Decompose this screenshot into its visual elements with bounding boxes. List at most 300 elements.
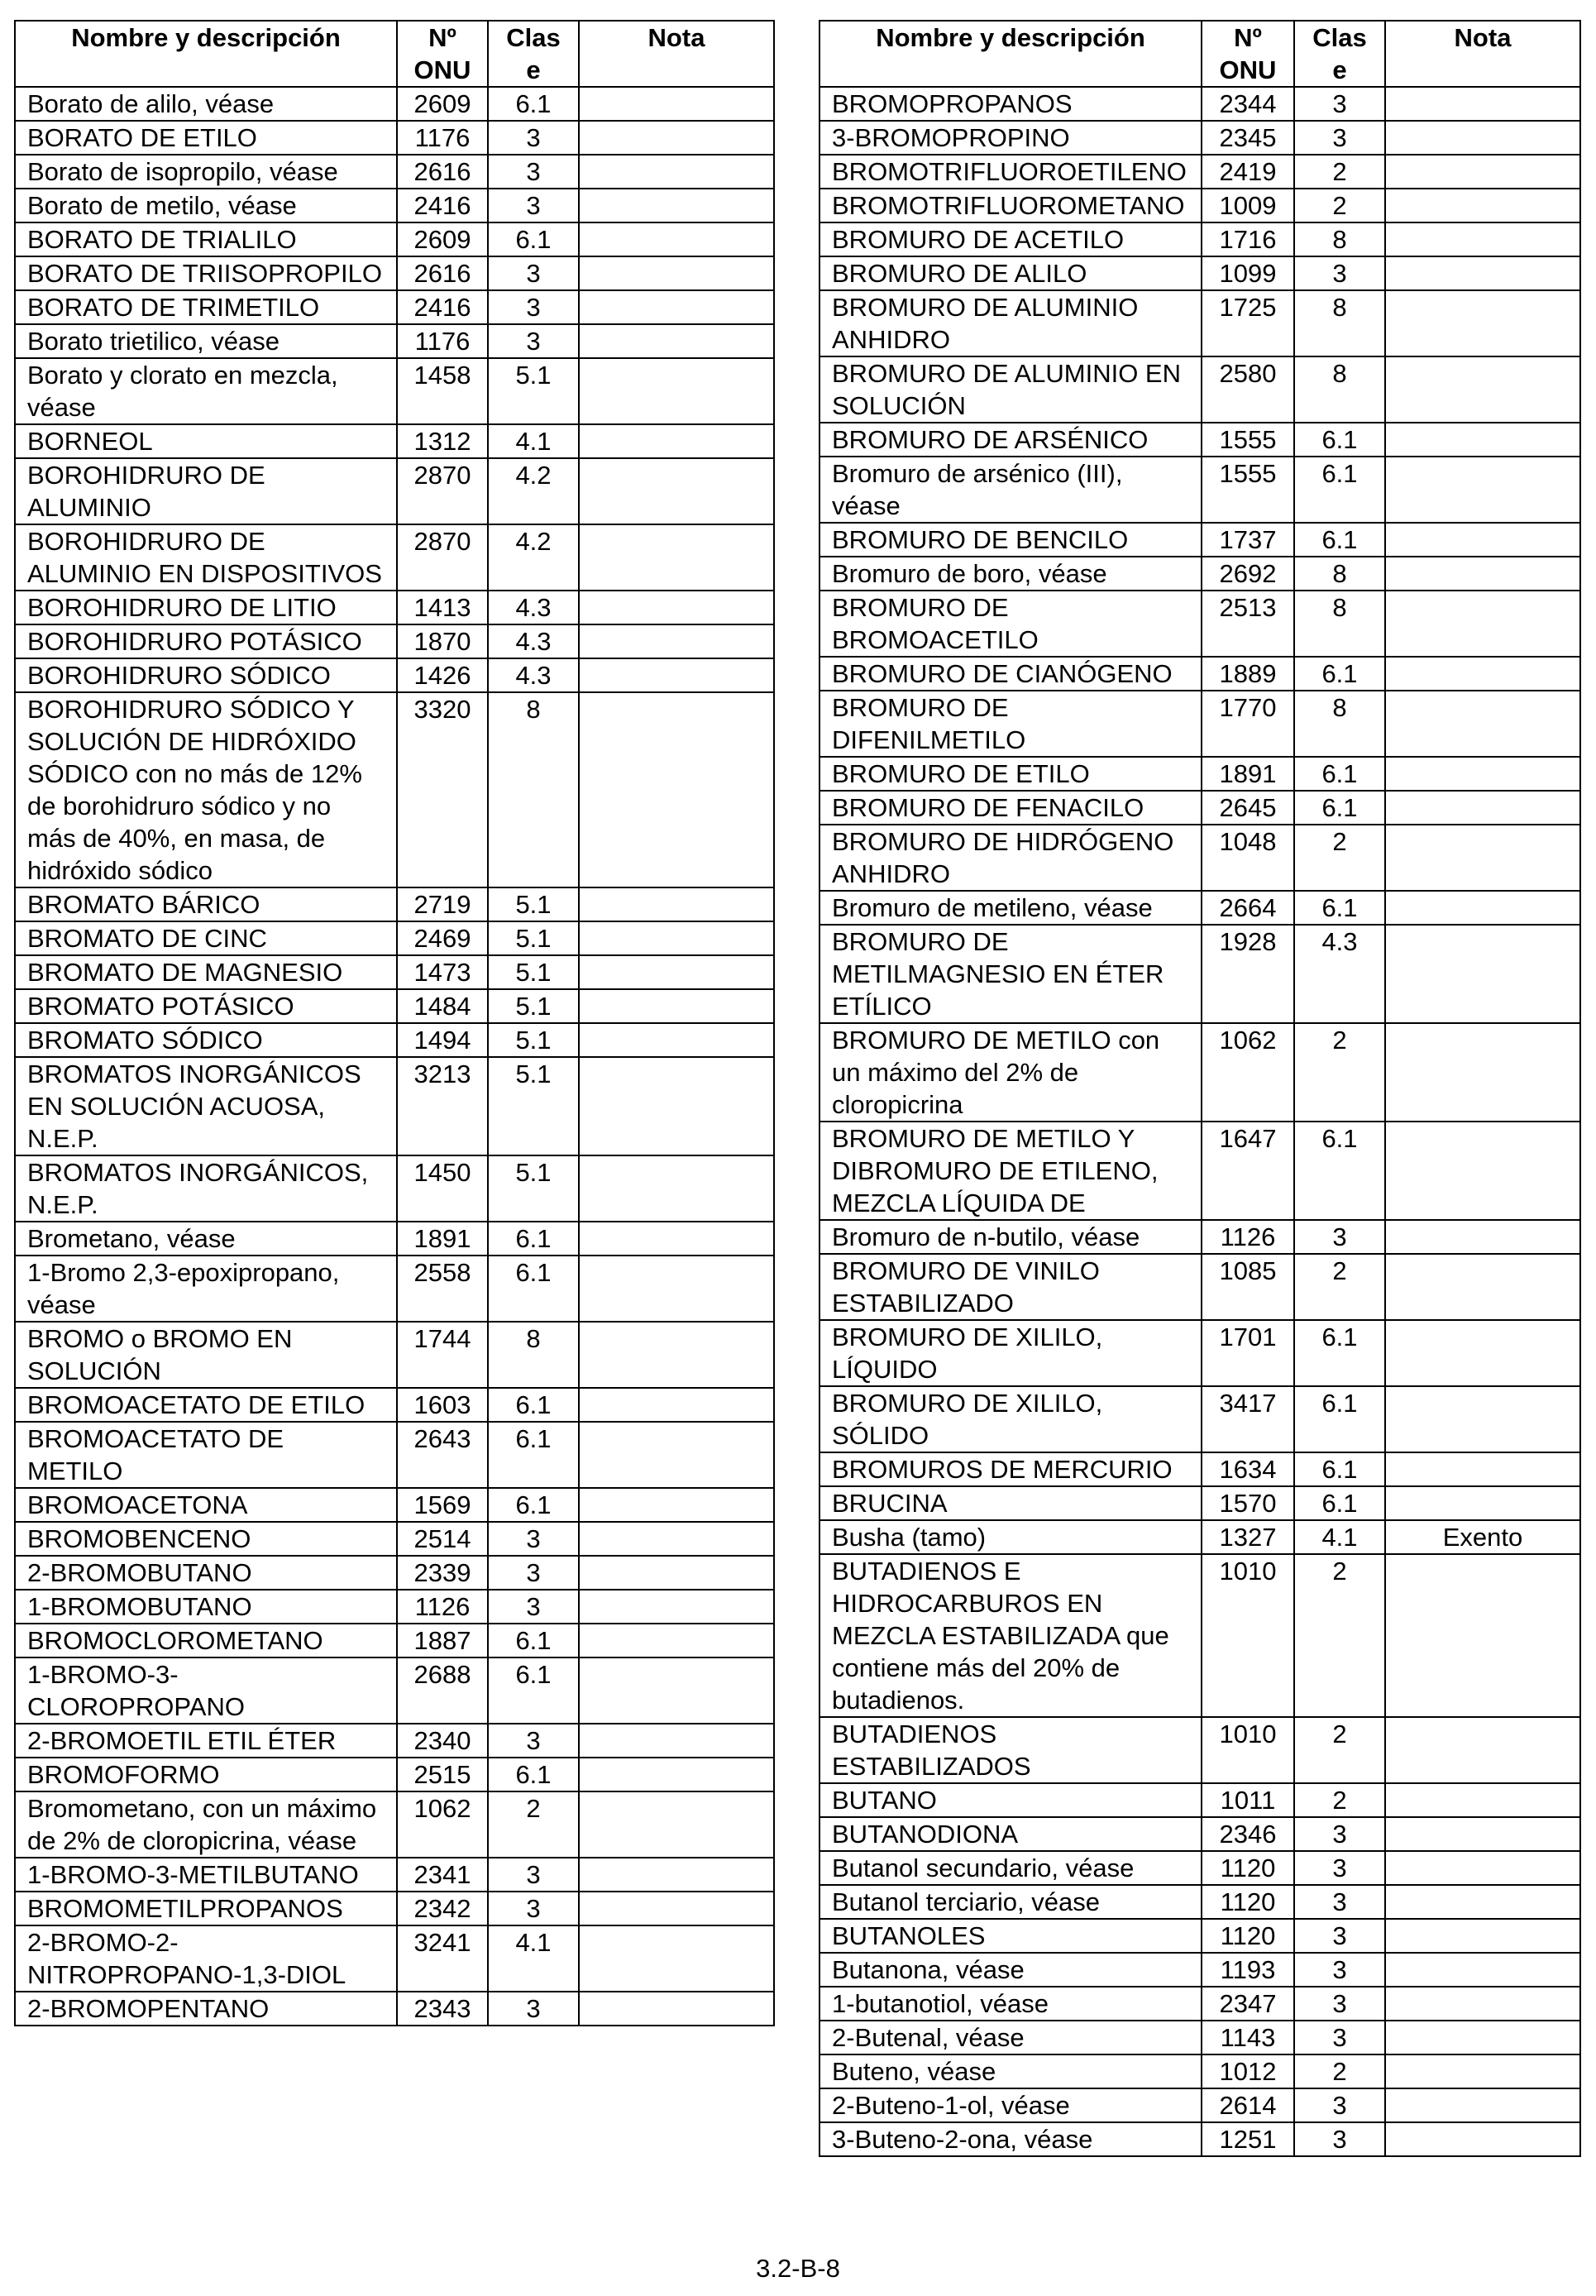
table-row: [820, 2054, 1580, 2088]
cell-name: BROMURO DE VINILO ESTABILIZADO: [820, 1254, 1202, 1320]
cell-name: Brometano, véase: [15, 1222, 397, 1256]
table-row: [820, 891, 1580, 925]
cell-onu: 2609: [397, 87, 488, 121]
cell-nota: [1385, 1554, 1580, 1717]
table-row: [15, 324, 774, 358]
table-row: [820, 691, 1580, 757]
cell-nota: [1385, 1851, 1580, 1885]
cell-clase: 4.3: [488, 658, 579, 692]
cell-name: BROMATO DE MAGNESIO: [15, 955, 397, 989]
cell-name: BROMOACETATO DE METILO: [15, 1422, 397, 1488]
cell-clase: 6.1: [1294, 757, 1385, 791]
cell-name: Borato de alilo, véase: [15, 87, 397, 121]
cell-clase: 5.1: [488, 1057, 579, 1155]
table-row: [820, 1885, 1580, 1919]
cell-onu: 2870: [397, 524, 488, 591]
table-row: [820, 457, 1580, 523]
cell-onu: 1120: [1202, 1919, 1294, 1953]
cell-onu: 2645: [1202, 791, 1294, 825]
cell-name: 1-BROMO-3-METILBUTANO: [15, 1858, 397, 1892]
cell-name: BROMOTRIFLUOROETILENO: [820, 155, 1202, 189]
cell-name: BROMO o BROMO EN SOLUCIÓN: [15, 1322, 397, 1388]
table-row: [15, 1624, 774, 1657]
cell-onu: 2616: [397, 256, 488, 290]
cell-nota: [1385, 1386, 1580, 1452]
cell-nota: [1385, 591, 1580, 657]
cell-name: BUTADIENOS E HIDROCARBUROS EN MEZCLA ESTABILIZADA que contiene más del 20% de butadienos.: [820, 1554, 1202, 1717]
table-row: [15, 1023, 774, 1057]
cell-name: 2-BROMOBUTANO: [15, 1556, 397, 1590]
cell-name: BROMURO DE ETILO: [820, 757, 1202, 791]
cell-nota: [579, 121, 774, 155]
cell-name: BROMATO SÓDICO: [15, 1023, 397, 1057]
cell-onu: 1570: [1202, 1486, 1294, 1520]
cell-onu: 2692: [1202, 557, 1294, 591]
cell-clase: 2: [488, 1791, 579, 1858]
cell-name: 2-BROMOPENTANO: [15, 1992, 397, 2026]
cell-onu: 1120: [1202, 1885, 1294, 1919]
table-row: [820, 1122, 1580, 1220]
table-row: [820, 2122, 1580, 2156]
cell-clase: 8: [1294, 222, 1385, 256]
table-row: [820, 757, 1580, 791]
cell-clase: 3: [488, 1590, 579, 1624]
cell-onu: 1062: [397, 1791, 488, 1858]
cell-name: BROMATO POTÁSICO: [15, 989, 397, 1023]
cell-clase: 6.1: [488, 222, 579, 256]
cell-onu: 2643: [397, 1422, 488, 1488]
cell-nota: [1385, 222, 1580, 256]
table-row: [820, 1717, 1580, 1783]
cell-clase: 6.1: [1294, 1320, 1385, 1386]
cell-name: BROMATOS INORGÁNICOS EN SOLUCIÓN ACUOSA, N.E.P.: [15, 1057, 397, 1155]
cell-onu: 1484: [397, 989, 488, 1023]
cell-nota: [1385, 121, 1580, 155]
cell-clase: 8: [1294, 290, 1385, 356]
cell-clase: 3: [488, 290, 579, 324]
cell-name: 1-BROMO-3-CLOROPROPANO: [15, 1657, 397, 1724]
table-row: [15, 1590, 774, 1624]
cell-name: BROMURO DE ALILO: [820, 256, 1202, 290]
cell-name: BORATO DE TRIISOPROPILO: [15, 256, 397, 290]
table-row: [15, 989, 774, 1023]
cell-name: BOROHIDRURO DE ALUMINIO: [15, 458, 397, 524]
cell-clase: 3: [1294, 1987, 1385, 2021]
cell-clase: 6.1: [488, 87, 579, 121]
table-row: [15, 1522, 774, 1556]
right-table-body: [820, 87, 1580, 2156]
cell-clase: 3: [1294, 2088, 1385, 2122]
cell-nota: [1385, 256, 1580, 290]
cell-name: BROMOACETATO DE ETILO: [15, 1388, 397, 1422]
cell-nota: [579, 1724, 774, 1758]
table-row: [15, 624, 774, 658]
header-row: [820, 21, 1580, 87]
header-clase: Clase: [1294, 21, 1385, 87]
left-dangerous-goods-table: [14, 20, 775, 2026]
cell-onu: 2614: [1202, 2088, 1294, 2122]
cell-onu: 2340: [397, 1724, 488, 1758]
table-row: [15, 955, 774, 989]
table-row: [15, 121, 774, 155]
cell-clase: 2: [1294, 1254, 1385, 1320]
cell-name: 3-Buteno-2-ona, véase: [820, 2122, 1202, 2156]
cell-name: BROMURO DE XILILO, SÓLIDO: [820, 1386, 1202, 1452]
table-row: [15, 1422, 774, 1488]
cell-nota: [579, 591, 774, 624]
cell-clase: 6.1: [488, 1488, 579, 1522]
cell-nota: [1385, 1919, 1580, 1953]
cell-onu: 3241: [397, 1925, 488, 1992]
cell-clase: 8: [1294, 591, 1385, 657]
table-row: [820, 155, 1580, 189]
cell-name: BROMUROS DE MERCURIO: [820, 1452, 1202, 1486]
cell-nota: [579, 358, 774, 424]
cell-onu: 1099: [1202, 256, 1294, 290]
table-row: [820, 557, 1580, 591]
table-row: [15, 1858, 774, 1892]
cell-onu: 1701: [1202, 1320, 1294, 1386]
cell-onu: 1770: [1202, 691, 1294, 757]
cell-onu: 1887: [397, 1624, 488, 1657]
cell-onu: 3417: [1202, 1386, 1294, 1452]
cell-nota: [579, 1388, 774, 1422]
cell-nota: [579, 921, 774, 955]
cell-clase: 3: [488, 1522, 579, 1556]
cell-nota: [579, 624, 774, 658]
table-row: [820, 925, 1580, 1023]
cell-nota: [1385, 1320, 1580, 1386]
cell-name: BOROHIDRURO POTÁSICO: [15, 624, 397, 658]
cell-clase: 2: [1294, 825, 1385, 891]
cell-clase: 8: [488, 1322, 579, 1388]
cell-onu: 1126: [1202, 1220, 1294, 1254]
cell-onu: 2419: [1202, 155, 1294, 189]
cell-name: Busha (tamo): [820, 1520, 1202, 1554]
cell-nota: [579, 1858, 774, 1892]
cell-name: 1-butanotiol, véase: [820, 1987, 1202, 2021]
cell-onu: 1928: [1202, 925, 1294, 1023]
cell-clase: 3: [1294, 1817, 1385, 1851]
table-row: [820, 1953, 1580, 1987]
cell-clase: 5.1: [488, 358, 579, 424]
cell-onu: 2616: [397, 155, 488, 189]
cell-clase: 4.3: [1294, 925, 1385, 1023]
table-row: [15, 1388, 774, 1422]
cell-onu: 1143: [1202, 2021, 1294, 2054]
cell-nota: [579, 955, 774, 989]
cell-nota: [579, 1925, 774, 1992]
cell-clase: 3: [1294, 2122, 1385, 2156]
cell-onu: 1312: [397, 424, 488, 458]
cell-nota: [579, 1657, 774, 1724]
cell-clase: 4.1: [1294, 1520, 1385, 1554]
table-row: [15, 1155, 774, 1222]
cell-clase: 8: [1294, 691, 1385, 757]
cell-name: 3-BROMOPROPINO: [820, 121, 1202, 155]
cell-onu: 2558: [397, 1256, 488, 1322]
cell-onu: 1085: [1202, 1254, 1294, 1320]
cell-clase: 6.1: [1294, 1452, 1385, 1486]
cell-nota: [579, 1590, 774, 1624]
table-row: [820, 825, 1580, 891]
cell-clase: 4.1: [488, 1925, 579, 1992]
cell-onu: 2347: [1202, 1987, 1294, 2021]
cell-name: Borato de isopropilo, véase: [15, 155, 397, 189]
cell-nota: [1385, 1486, 1580, 1520]
cell-onu: 2870: [397, 458, 488, 524]
cell-onu: 1011: [1202, 1783, 1294, 1817]
cell-clase: 4.2: [488, 524, 579, 591]
cell-clase: 6.1: [488, 1758, 579, 1791]
table-row: [15, 1892, 774, 1925]
cell-onu: 2609: [397, 222, 488, 256]
cell-nota: [1385, 523, 1580, 557]
cell-clase: 2: [1294, 2054, 1385, 2088]
table-row: [15, 1992, 774, 2026]
table-row: [820, 1851, 1580, 1885]
table-row: [15, 887, 774, 921]
cell-clase: 3: [1294, 1851, 1385, 1885]
cell-name: BUTANODIONA: [820, 1817, 1202, 1851]
header-nota: Nota: [1385, 21, 1580, 87]
cell-onu: 1126: [397, 1590, 488, 1624]
cell-onu: 1010: [1202, 1554, 1294, 1717]
table-row: [820, 591, 1580, 657]
cell-nota: [1385, 2122, 1580, 2156]
table-row: [15, 1791, 774, 1858]
page-number: 3.2-B-8: [756, 2254, 840, 2283]
cell-name: BROMURO DE CIANÓGENO: [820, 657, 1202, 691]
cell-clase: 6.1: [1294, 1386, 1385, 1452]
cell-nota: [579, 1488, 774, 1522]
cell-clase: 3: [1294, 121, 1385, 155]
cell-clase: 8: [1294, 557, 1385, 591]
cell-clase: 3: [1294, 256, 1385, 290]
cell-name: Borato y clorato en mezcla, véase: [15, 358, 397, 424]
cell-onu: 1426: [397, 658, 488, 692]
cell-clase: 2: [1294, 1023, 1385, 1122]
cell-onu: 2469: [397, 921, 488, 955]
cell-name: BOROHIDRURO SÓDICO: [15, 658, 397, 692]
cell-clase: 6.1: [1294, 523, 1385, 557]
cell-name: 1-BROMOBUTANO: [15, 1590, 397, 1624]
cell-nota: [1385, 1254, 1580, 1320]
cell-clase: 6.1: [1294, 1122, 1385, 1220]
cell-nota: [1385, 825, 1580, 891]
cell-clase: 3: [488, 1892, 579, 1925]
table-row: [820, 1254, 1580, 1320]
cell-name: BORNEOL: [15, 424, 397, 458]
cell-nota: [579, 1023, 774, 1057]
cell-onu: 2342: [397, 1892, 488, 1925]
header-onu: Nº ONU: [1202, 21, 1294, 87]
cell-clase: 5.1: [488, 921, 579, 955]
cell-nota: [1385, 2021, 1580, 2054]
table-row: [820, 256, 1580, 290]
cell-onu: 1634: [1202, 1452, 1294, 1486]
cell-clase: 2: [1294, 1717, 1385, 1783]
cell-name: BROMURO DE METILO Y DIBROMURO DE ETILENO, MEZCLA LÍQUIDA DE: [820, 1122, 1202, 1220]
cell-clase: 3: [1294, 1953, 1385, 1987]
header-name: Nombre y descripción: [820, 21, 1202, 87]
cell-onu: 2513: [1202, 591, 1294, 657]
cell-clase: 5.1: [488, 887, 579, 921]
cell-nota: [579, 989, 774, 1023]
table-row: [15, 222, 774, 256]
cell-name: BOROHIDRURO SÓDICO Y SOLUCIÓN DE HIDRÓXIDO SÓDICO con no más de 12% de borohidruro sódico y no más de 40%, en masa, de hidróxido sódico: [15, 692, 397, 887]
cell-nota: [1385, 1953, 1580, 1987]
table-row: [820, 2021, 1580, 2054]
cell-clase: 3: [488, 1724, 579, 1758]
table-row: [820, 356, 1580, 423]
cell-onu: 1120: [1202, 1851, 1294, 1885]
cell-name: BROMOCLOROMETANO: [15, 1624, 397, 1657]
cell-name: 2-BROMO-2-NITROPROPANO-1,3-DIOL: [15, 1925, 397, 1992]
cell-name: 2-Buteno-1-ol, véase: [820, 2088, 1202, 2122]
table-row: [820, 189, 1580, 222]
table-row: [15, 1488, 774, 1522]
table-row: [820, 1386, 1580, 1452]
cell-onu: 1048: [1202, 825, 1294, 891]
table-row: [15, 591, 774, 624]
cell-name: BROMOFORMO: [15, 1758, 397, 1791]
cell-name: Butanona, véase: [820, 1953, 1202, 1987]
cell-nota: [1385, 1817, 1580, 1851]
cell-onu: 2343: [397, 1992, 488, 2026]
cell-name: BROMURO DE ARSÉNICO: [820, 423, 1202, 457]
table-row: [820, 523, 1580, 557]
cell-nota: [1385, 155, 1580, 189]
cell-nota: [1385, 891, 1580, 925]
cell-name: BUTADIENOS ESTABILIZADOS: [820, 1717, 1202, 1783]
cell-nota: [1385, 1987, 1580, 2021]
cell-onu: 1458: [397, 358, 488, 424]
cell-name: Bromuro de n-butilo, véase: [820, 1220, 1202, 1254]
cell-clase: 6.1: [488, 1657, 579, 1724]
cell-onu: 2580: [1202, 356, 1294, 423]
cell-onu: 1413: [397, 591, 488, 624]
table-row: [15, 358, 774, 424]
cell-clase: 6.1: [1294, 457, 1385, 523]
cell-nota: [579, 1057, 774, 1155]
cell-onu: 1193: [1202, 1953, 1294, 1987]
cell-clase: 3: [488, 1992, 579, 2026]
cell-nota: [579, 1422, 774, 1488]
cell-onu: 2688: [397, 1657, 488, 1724]
cell-nota: [579, 1556, 774, 1590]
cell-name: BROMURO DE METILO con un máximo del 2% de cloropicrina: [820, 1023, 1202, 1122]
table-row: [820, 1817, 1580, 1851]
cell-onu: 1647: [1202, 1122, 1294, 1220]
cell-name: BROMOMETILPROPANOS: [15, 1892, 397, 1925]
cell-onu: 1010: [1202, 1717, 1294, 1783]
cell-onu: 2344: [1202, 87, 1294, 121]
header-row: [15, 21, 774, 87]
cell-clase: 2: [1294, 1783, 1385, 1817]
cell-onu: 1569: [397, 1488, 488, 1522]
table-row: [15, 1057, 774, 1155]
cell-clase: 6.1: [488, 1624, 579, 1657]
table-row: [15, 256, 774, 290]
cell-name: 2-Butenal, véase: [820, 2021, 1202, 2054]
cell-name: BORATO DE TRIALILO: [15, 222, 397, 256]
cell-clase: 2: [1294, 155, 1385, 189]
table-row: [15, 658, 774, 692]
cell-nota: [1385, 290, 1580, 356]
cell-clase: 6.1: [488, 1222, 579, 1256]
cell-name: Borato de metilo, véase: [15, 189, 397, 222]
table-row: [15, 155, 774, 189]
cell-name: BUTANO: [820, 1783, 1202, 1817]
cell-nota: [1385, 1220, 1580, 1254]
cell-nota: [1385, 691, 1580, 757]
cell-onu: 1555: [1202, 423, 1294, 457]
cell-onu: 1176: [397, 121, 488, 155]
table-row: [820, 1520, 1580, 1554]
cell-name: BROMURO DE ALUMINIO EN SOLUCIÓN: [820, 356, 1202, 423]
table-row: [15, 1758, 774, 1791]
table-row: [820, 1486, 1580, 1520]
cell-clase: 3: [488, 189, 579, 222]
cell-name: BRUCINA: [820, 1486, 1202, 1520]
cell-name: BROMATO BÁRICO: [15, 887, 397, 921]
table-row: [820, 121, 1580, 155]
cell-nota: [579, 658, 774, 692]
cell-onu: 3320: [397, 692, 488, 887]
cell-nota: [1385, 1783, 1580, 1817]
cell-onu: 3213: [397, 1057, 488, 1155]
cell-nota: [1385, 1122, 1580, 1220]
cell-onu: 1555: [1202, 457, 1294, 523]
cell-onu: 1891: [397, 1222, 488, 1256]
cell-nota: [579, 1791, 774, 1858]
cell-clase: 3: [1294, 1919, 1385, 1953]
cell-clase: 6.1: [488, 1256, 579, 1322]
cell-onu: 1009: [1202, 189, 1294, 222]
cell-name: BORATO DE ETILO: [15, 121, 397, 155]
cell-nota: [1385, 557, 1580, 591]
cell-nota: [1385, 925, 1580, 1023]
cell-clase: 3: [488, 256, 579, 290]
table-row: [15, 692, 774, 887]
cell-name: Bromometano, con un máximo de 2% de cloropicrina, véase: [15, 1791, 397, 1858]
cell-name: Buteno, véase: [820, 2054, 1202, 2088]
right-dangerous-goods-table: [819, 20, 1581, 2157]
header-clase: Clase: [488, 21, 579, 87]
cell-clase: 3: [488, 324, 579, 358]
cell-name: BROMURO DE HIDRÓGENO ANHIDRO: [820, 825, 1202, 891]
cell-nota: [579, 1522, 774, 1556]
cell-clase: 4.3: [488, 591, 579, 624]
table-row: [15, 458, 774, 524]
cell-clase: 3: [488, 121, 579, 155]
cell-name: BOROHIDRURO DE LITIO: [15, 591, 397, 624]
cell-nota: [579, 1624, 774, 1657]
cell-name: BROMOTRIFLUOROMETANO: [820, 189, 1202, 222]
cell-onu: 1327: [1202, 1520, 1294, 1554]
header-name: Nombre y descripción: [15, 21, 397, 87]
cell-onu: 2514: [397, 1522, 488, 1556]
cell-nota: [579, 189, 774, 222]
table-row: [820, 1783, 1580, 1817]
cell-clase: 3: [488, 155, 579, 189]
cell-onu: 1062: [1202, 1023, 1294, 1122]
cell-nota: [579, 256, 774, 290]
cell-nota: [579, 1222, 774, 1256]
cell-clase: 4.2: [488, 458, 579, 524]
cell-clase: 3: [1294, 87, 1385, 121]
